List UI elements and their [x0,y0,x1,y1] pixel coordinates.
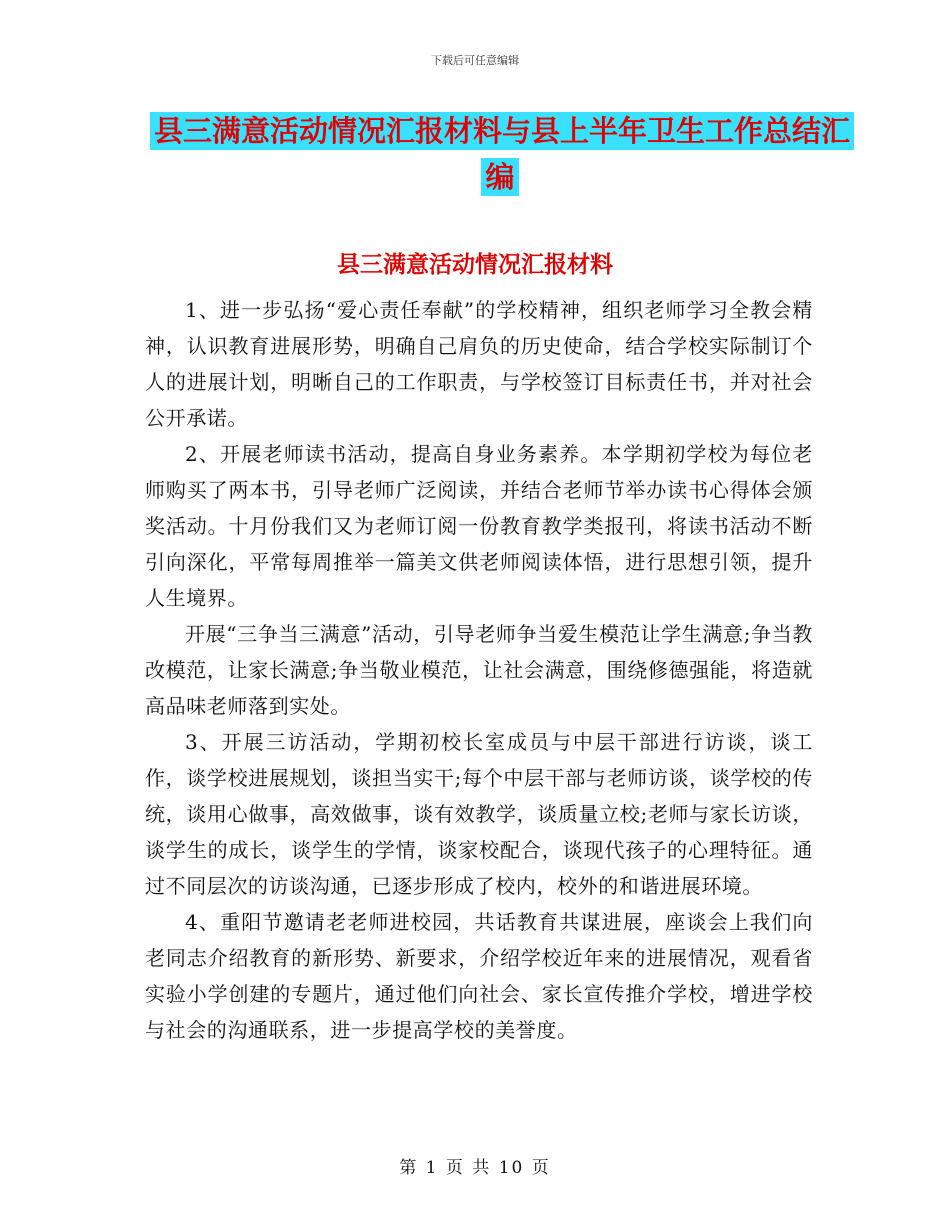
section-title: 县三满意活动情况汇报材料 [337,252,613,278]
paragraph-4: 3、开展三访活动，学期初校长室成员与中层干部进行访谈，谈工作，谈学校进展规划，谈担当实干;每个中层干部与老师访谈，谈学校的传统，谈用心做事，高效做事，谈有效教学，谈质量立校;老师与家长访谈，谈学生的成长，谈学生的学情，谈家校配合，谈现代孩子的心理特征。通过不同层次的访谈沟通，已逐步形成了校内，校外的和谐进展环境。 [145,730,813,898]
document-title [150,108,850,200]
paragraph-3: 开展“三争当三满意”活动，引导老师争当爱生模范让学生满意;争当教改模范，让家长满意;争当敬业模范，让社会满意，围绕修德强能，将造就高品味老师落到实处。 [145,622,813,718]
document-title-text: 县三满意活动情况汇报材料与县上半年卫生工作总结汇编 [150,112,854,196]
paragraph-5: 4、重阳节邀请老老师进校园，共话教育共谋进展，座谈会上我们向老同志介绍教育的新形势、新要求，介绍学校近年来的进展情况，观看省实验小学创建的专题片，通过他们向社会、家长宣传推介学校，增进学校与社会的沟通联系，进一步提高学校的美誉度。 [145,910,813,1042]
paragraph-2: 2、开展老师读书活动，提高自身业务素养。本学期初学校为每位老师购买了两本书，引导老师广泛阅读，并结合老师节举办读书心得体会颁奖活动。十月份我们又为老师订阅一份教育教学类报刊，将读书活动不断引向深化，平常每周推举一篇美文供老师阅读体悟，进行思想引领，提升人生境界。 [145,442,813,610]
paragraph-1: 1、进一步弘扬“爱心责任奉献”的学校精神，组织老师学习全教会精神，认识教育进展形势，明确自己肩负的历史使命，结合学校实际制订个人的进展计划，明晰自己的工作职责，与学校签订目标责任书，并对社会公开承诺。 [145,298,813,430]
document-body [145,292,813,1048]
header-note: 下载后可任意编辑 [431,54,519,67]
page-number-footer: 第 1 页 共 10 页 [399,1158,551,1178]
